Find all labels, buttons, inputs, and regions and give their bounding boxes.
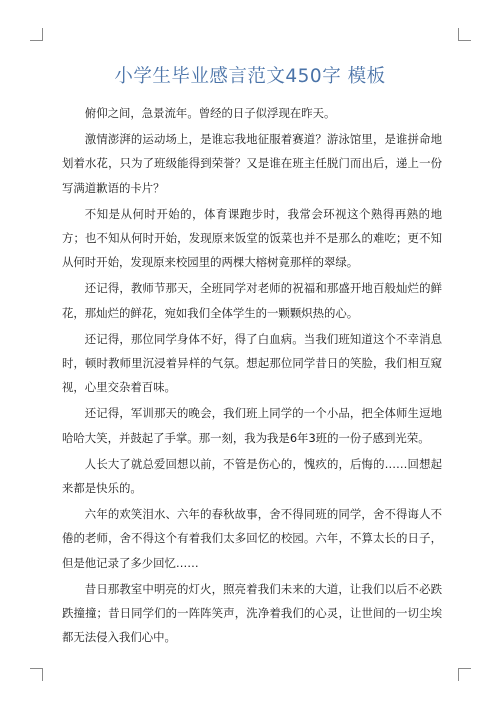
paragraph: 人长大了就总爱回想以前，不管是伤心的，愧疚的，后悔的……回想起来都是快乐的。 — [62, 456, 442, 496]
crop-mark-bottom-left — [30, 668, 43, 681]
paragraph: 不知是从何时开始的，体育课跑步时，我常会环视这个熟得再熟的地方；也不知从何时开始，发现原来饭堂的饭菜也并不是那么的难吃；更不知从何时开始，发现原来校园里的两棵大榕树竟那样的翠绿。 — [62, 206, 442, 270]
crop-mark-top-right — [458, 28, 471, 41]
paragraph: 六年的欢笑泪水、六年的春秋故事，舍不得同班的同学，舍不得诲人不倦的老师，舍不得这个有着我们太多回忆的校园。六年，不算太长的日子，但是他记录了多少回忆…… — [62, 507, 442, 570]
paragraph: 激情澎湃的运动场上，是谁忘我地征服着赛道？游泳馆里，是谁拼命地划着水花，只为了班级能得到荣誉？又是谁在班主任脱门而出后，递上一份写满道歉语的卡片？ — [62, 132, 442, 195]
crop-mark-bottom-right — [458, 668, 471, 681]
crop-mark-top-left — [30, 28, 43, 41]
document-body — [62, 101, 442, 649]
paragraph: 还记得，教师节那天，全班同学对老师的祝福和那盛开地百般灿烂的鲜花，那灿烂的鲜花，宛如我们全体学生的一颗颗炽热的心。 — [62, 281, 442, 320]
paragraph: 俯仰之间，急景流年。曾经的日子似浮现在昨天。 — [84, 106, 336, 120]
paragraph: 还记得，那位同学身体不好，得了白血病。当我们班知道这个不幸消息时，顿时教师里沉浸着异样的气氛。想起那位同学昔日的笑脸，我们相互窥视，心里交杂着百味。 — [62, 331, 442, 395]
paragraph: 昔日那教室中明亮的灯火，照亮着我们未来的大道，让我们以后不必跌跌撞撞；昔日同学们的一阵阵笑声，洗净着我们的心灵，让世间的一切尘埃都无法侵入我们心中。 — [62, 581, 442, 645]
paragraph: 还记得，军训那天的晚会，我们班上同学的一个小品，把全体师生逗地哈哈大笑，并鼓起了手掌。那一刻，我为我是6年3班的一份子感到光荣。 — [62, 406, 442, 445]
document-title: 小学生毕业感言范文450字 模板 — [114, 66, 386, 87]
